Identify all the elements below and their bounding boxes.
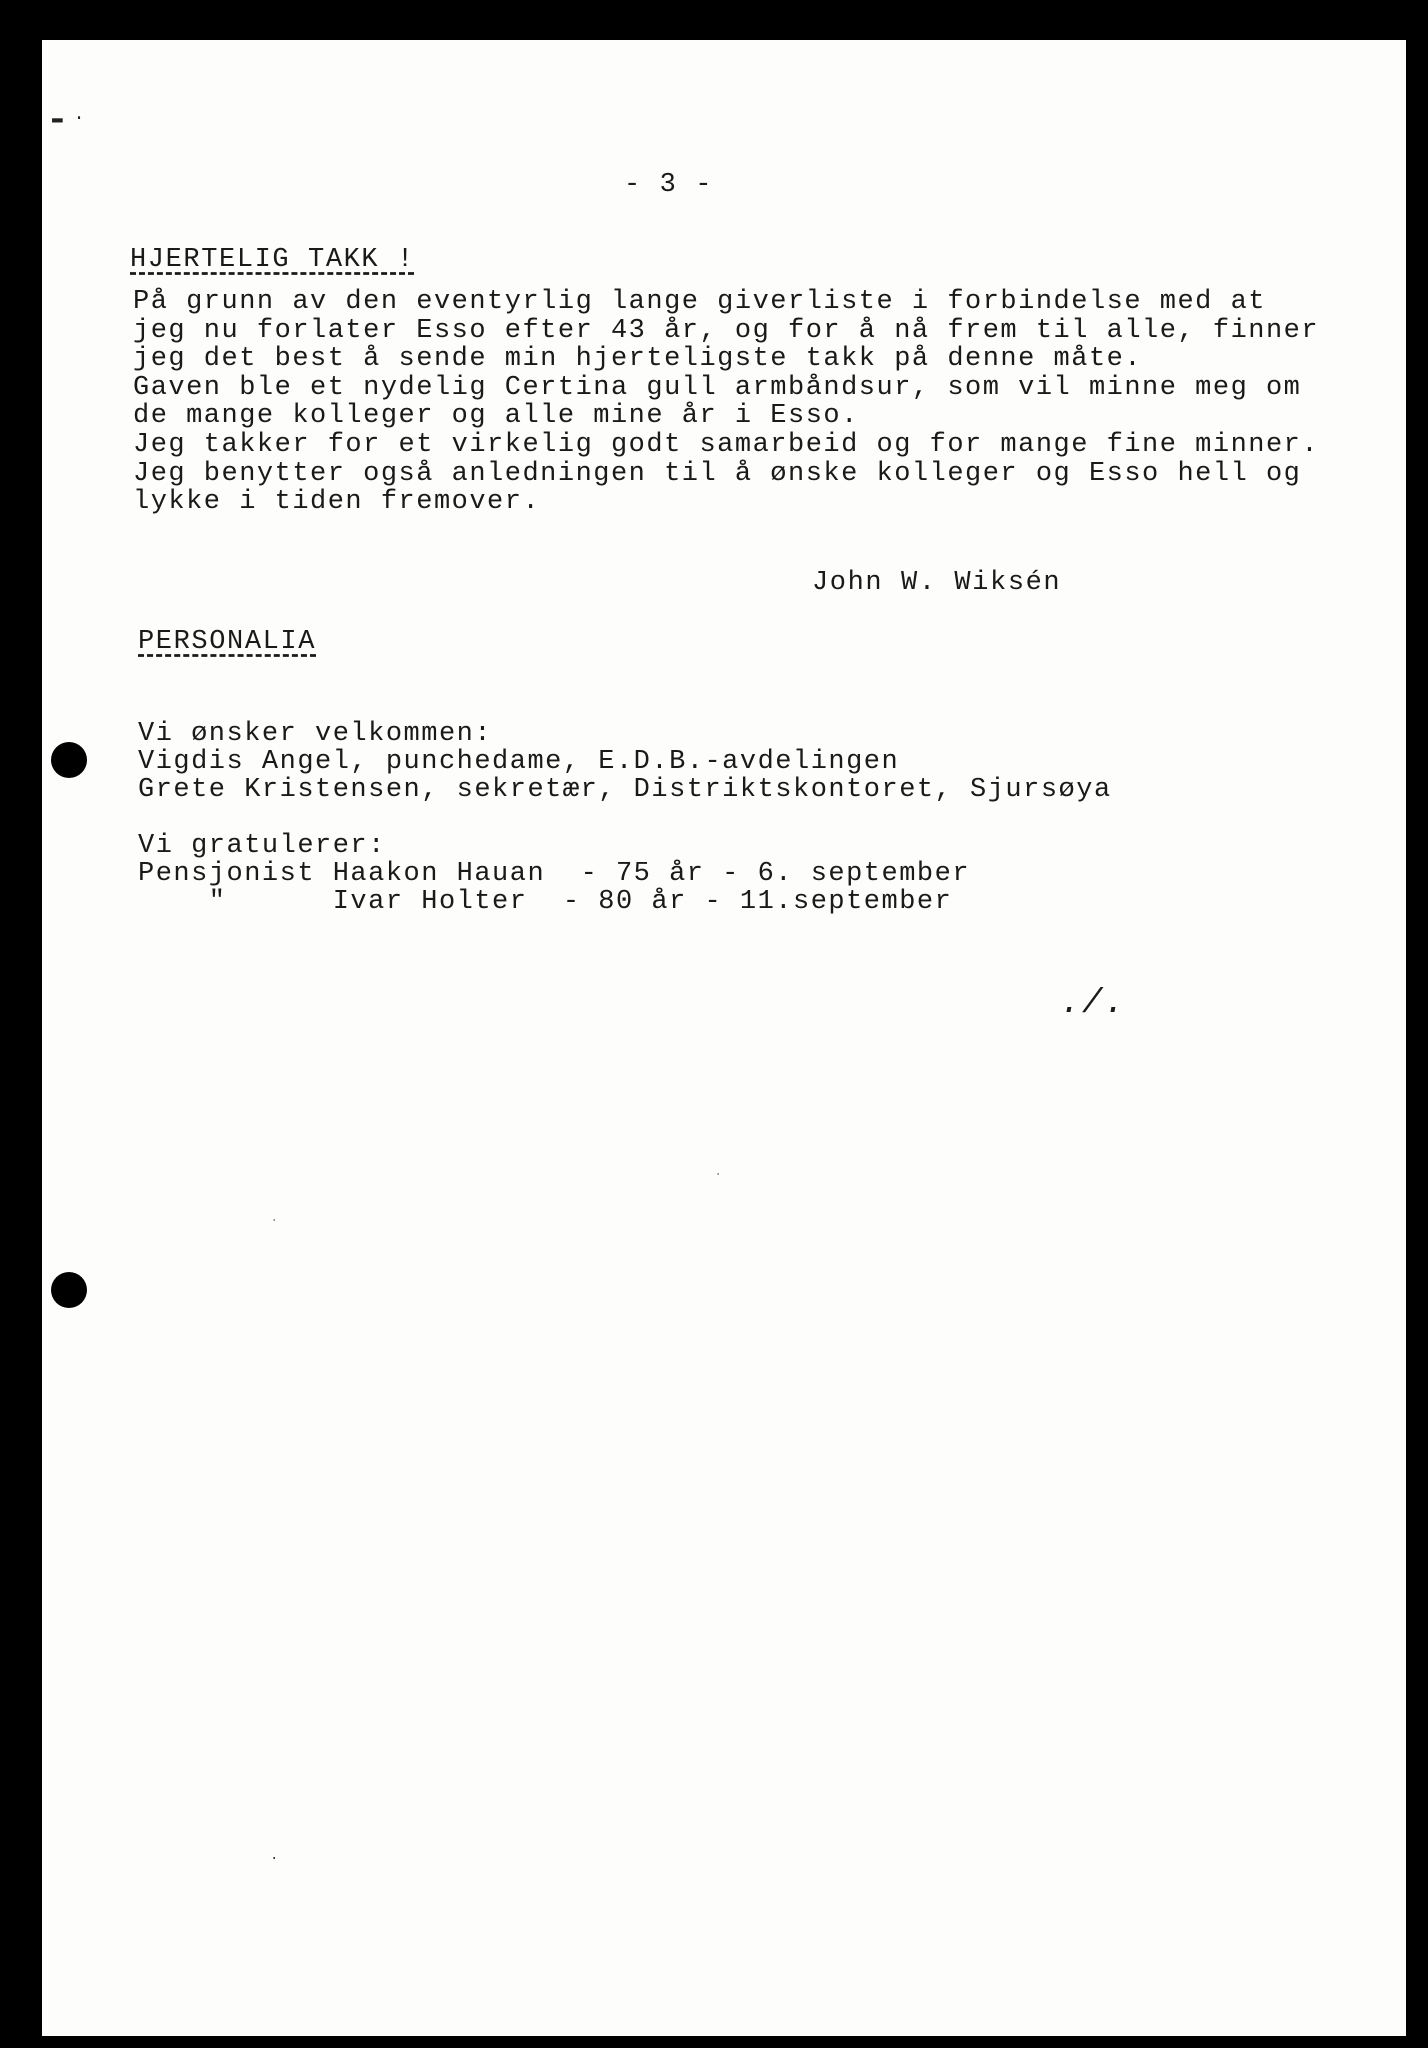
continuation-mark: ./. bbox=[1060, 985, 1127, 1023]
corner-mark: ▬ · bbox=[52, 109, 85, 129]
signature: John W. Wiksén bbox=[812, 568, 1062, 598]
thanks-paragraph bbox=[133, 288, 1319, 517]
thanks-line: Gaven ble et nydelig Certina gull armbåndsur, som vil minne meg om bbox=[133, 372, 1302, 403]
thanks-heading: HJERTELIG TAKK ! bbox=[130, 245, 415, 275]
thanks-line: lykke i tiden fremover. bbox=[133, 487, 541, 518]
scan-speck: . bbox=[270, 1848, 279, 1864]
welcome-intro: Vi ønsker velkommen: bbox=[138, 719, 493, 749]
congrats-entry: Pensjonist Haakon Hauan - 75 år - 6. september bbox=[138, 859, 971, 889]
page-number: - 3 - bbox=[624, 170, 714, 200]
document-page bbox=[42, 40, 1406, 2036]
thanks-line: jeg nu forlater Esso efter 43 år, og for å nå frem til alle, finner bbox=[133, 315, 1320, 346]
punch-hole bbox=[51, 742, 87, 778]
welcome-entry: Grete Kristensen, sekretær, Distriktskontoret, Sjursøya bbox=[138, 775, 1112, 805]
thanks-line: jeg det best å sende min hjerteligste takk på denne måte. bbox=[133, 344, 1143, 375]
thanks-line: Jeg takker for et virkelig godt samarbeid og for mange fine minner. bbox=[133, 429, 1320, 460]
thanks-line: På grunn av den eventyrlig lange giverliste i forbindelse med at bbox=[133, 287, 1266, 317]
personalia-heading: PERSONALIA bbox=[138, 627, 317, 657]
thanks-line: de mange kolleger og alle mine år i Esso. bbox=[133, 401, 859, 432]
thanks-line: Jeg benytter også anledningen til å ønske kolleger og Esso hell og bbox=[133, 458, 1302, 489]
personalia-section bbox=[138, 720, 1112, 916]
scan-speck: . bbox=[270, 1210, 279, 1226]
congrats-intro: Vi gratulerer: bbox=[138, 831, 386, 861]
punch-hole bbox=[51, 1272, 87, 1308]
scan-speck: . bbox=[714, 1164, 723, 1180]
welcome-entry: Vigdis Angel, punchedame, E.D.B.-avdelingen bbox=[138, 747, 900, 777]
congrats-entry: " Ivar Holter - 80 år - 11.september bbox=[138, 887, 953, 917]
